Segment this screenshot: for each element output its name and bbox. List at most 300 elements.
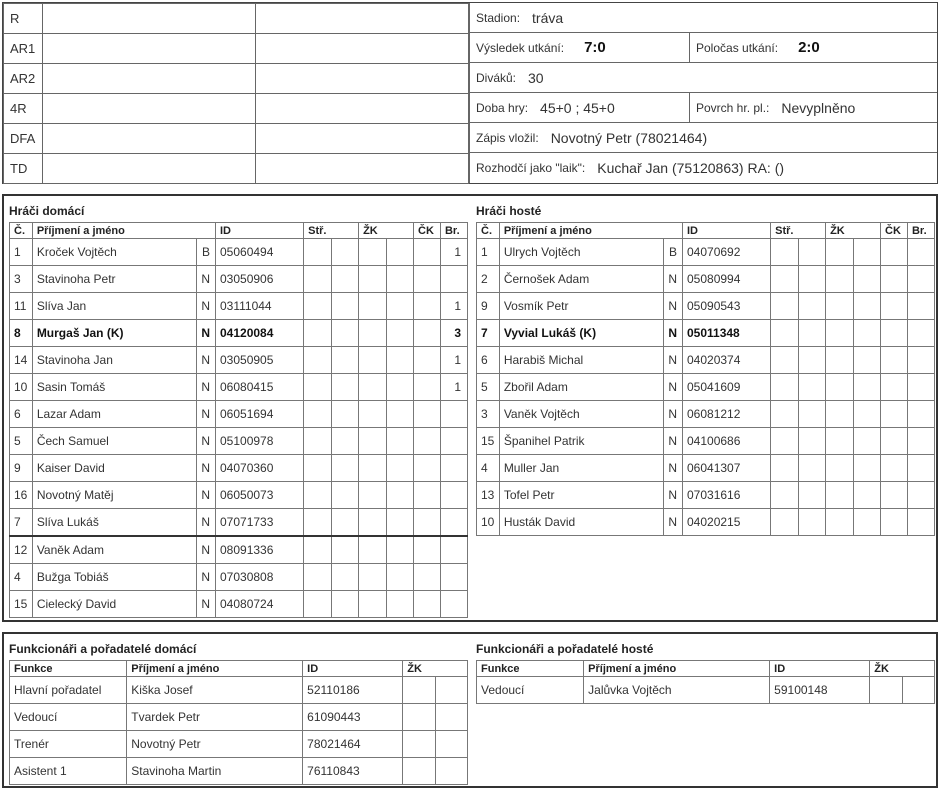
spectators-row: [469, 63, 937, 93]
player-id: 03050906: [216, 266, 304, 293]
player-name: Bužga Tobiáš: [32, 564, 196, 591]
player-id: 07030808: [216, 564, 304, 591]
player-number: 3: [477, 401, 500, 428]
player-event-cell: [881, 455, 908, 482]
referee-name-cell: [43, 64, 256, 94]
player-goals: [907, 347, 934, 374]
player-id: 05100978: [216, 428, 304, 455]
player-event-cell: [881, 374, 908, 401]
official-id: 52110186: [303, 677, 403, 704]
player-event-cell: [359, 293, 387, 320]
referee-row: [4, 34, 469, 64]
player-mark: B: [663, 239, 682, 266]
table-header-row: [477, 223, 935, 239]
player-goals: [440, 401, 467, 428]
stadium-label: Stadion:: [476, 10, 521, 25]
player-goals: [907, 401, 934, 428]
player-event-cell: [854, 482, 881, 509]
halftime-value: 2:0: [798, 39, 820, 56]
official-card-cell: [870, 677, 902, 704]
player-event-cell: [771, 374, 799, 401]
player-event-cell: [881, 428, 908, 455]
player-event-cell: [387, 239, 414, 266]
official-card-cell: [435, 758, 467, 785]
player-event-cell: [387, 266, 414, 293]
player-goals: 1: [440, 239, 467, 266]
player-goals: [907, 239, 934, 266]
player-row: [10, 455, 468, 482]
player-number: 16: [10, 482, 33, 509]
player-event-cell: [414, 428, 441, 455]
players-block: [2, 194, 938, 622]
player-goals: [440, 591, 467, 618]
player-event-cell: [881, 266, 908, 293]
player-goals: [440, 509, 467, 537]
player-event-cell: [304, 374, 332, 401]
player-event-cell: [332, 455, 359, 482]
player-event-cell: [359, 455, 387, 482]
table-header-row: [10, 223, 468, 239]
player-event-cell: [881, 509, 908, 536]
player-id: 04100686: [683, 428, 771, 455]
referee-role: DFA: [4, 124, 43, 154]
player-mark: N: [663, 266, 682, 293]
player-mark: N: [196, 509, 215, 537]
laik-row: [469, 153, 937, 183]
official-function: Vedoucí: [477, 677, 584, 704]
player-number: 7: [10, 509, 33, 537]
player-event-cell: [799, 293, 826, 320]
player-mark: N: [663, 374, 682, 401]
player-id: 04070360: [216, 455, 304, 482]
col-substitution: Stř.: [304, 223, 359, 239]
player-event-cell: [799, 374, 826, 401]
player-event-cell: [304, 320, 332, 347]
result-row: [469, 33, 937, 63]
player-event-cell: [881, 347, 908, 374]
player-mark: N: [663, 320, 682, 347]
player-mark: N: [196, 455, 215, 482]
player-name: Vaněk Vojtěch: [499, 401, 663, 428]
official-name: Tvardek Petr: [127, 704, 303, 731]
player-event-cell: [304, 401, 332, 428]
player-event-cell: [826, 428, 854, 455]
official-row: [477, 677, 935, 704]
player-mark: N: [663, 509, 682, 536]
player-goals: [907, 293, 934, 320]
player-event-cell: [332, 374, 359, 401]
referee-name-cell: [43, 34, 256, 64]
player-event-cell: [332, 320, 359, 347]
player-name: Stavinoha Jan: [32, 347, 196, 374]
player-number: 6: [10, 401, 33, 428]
player-event-cell: [387, 455, 414, 482]
player-mark: N: [196, 293, 215, 320]
player-name: Cielecký David: [32, 591, 196, 618]
player-event-cell: [304, 591, 332, 618]
player-event-cell: [854, 401, 881, 428]
match-details: [469, 3, 937, 183]
duration-value: 45+0 ; 45+0: [540, 99, 615, 116]
official-card-cell: [435, 704, 467, 731]
player-name: Husták David: [499, 509, 663, 536]
player-row: [10, 401, 468, 428]
player-id: 03111044: [216, 293, 304, 320]
player-id: 06081212: [683, 401, 771, 428]
referee-id-cell: [256, 64, 469, 94]
player-event-cell: [771, 320, 799, 347]
player-number: 9: [477, 293, 500, 320]
col-id: ID: [216, 223, 304, 239]
player-id: 03050905: [216, 347, 304, 374]
player-event-cell: [414, 564, 441, 591]
player-number: 1: [10, 239, 33, 266]
player-mark: N: [663, 482, 682, 509]
player-event-cell: [854, 428, 881, 455]
player-row: [10, 239, 468, 266]
player-event-cell: [771, 239, 799, 266]
player-goals: [440, 564, 467, 591]
col-id: ID: [303, 661, 403, 677]
surface-value: Nevyplněno: [781, 99, 856, 116]
player-event-cell: [771, 347, 799, 374]
player-event-cell: [826, 401, 854, 428]
player-event-cell: [332, 536, 359, 564]
player-event-cell: [799, 482, 826, 509]
player-row: [477, 428, 935, 455]
referee-row: [4, 124, 469, 154]
away-players-title: Hráči hosté: [476, 204, 542, 218]
col-goals: Br.: [907, 223, 934, 239]
player-number: 8: [10, 320, 33, 347]
player-event-cell: [854, 374, 881, 401]
player-name: Sasin Tomáš: [32, 374, 196, 401]
stadium-value: tráva: [532, 9, 564, 26]
referee-row: [4, 154, 469, 184]
player-event-cell: [332, 347, 359, 374]
player-row: [10, 482, 468, 509]
player-event-cell: [771, 482, 799, 509]
player-event-cell: [854, 347, 881, 374]
player-event-cell: [332, 564, 359, 591]
player-event-cell: [826, 293, 854, 320]
spectators-label: Diváků:: [476, 70, 517, 85]
official-row: [10, 731, 468, 758]
player-id: 05060494: [216, 239, 304, 266]
referee-id-cell: [256, 124, 469, 154]
player-event-cell: [359, 591, 387, 618]
referees-table: [3, 3, 469, 184]
player-event-cell: [854, 320, 881, 347]
player-number: 11: [10, 293, 33, 320]
player-event-cell: [826, 455, 854, 482]
player-event-cell: [332, 401, 359, 428]
player-row: [10, 293, 468, 320]
player-name: Zbořil Adam: [499, 374, 663, 401]
official-function: Vedoucí: [10, 704, 127, 731]
player-event-cell: [359, 347, 387, 374]
halftime-label: Poločas utkání:: [696, 40, 779, 55]
player-number: 10: [477, 509, 500, 536]
player-goals: [907, 482, 934, 509]
player-event-cell: [414, 239, 441, 266]
player-goals: [440, 482, 467, 509]
official-row: [10, 758, 468, 785]
player-event-cell: [414, 482, 441, 509]
player-goals: [907, 320, 934, 347]
referee-role: TD: [4, 154, 43, 184]
player-id: 04020374: [683, 347, 771, 374]
col-substitution: Stř.: [771, 223, 826, 239]
home-officials-title: Funkcionáři a pořadatelé domácí: [9, 642, 197, 656]
player-event-cell: [826, 509, 854, 536]
player-event-cell: [359, 320, 387, 347]
player-number: 2: [477, 266, 500, 293]
player-event-cell: [387, 374, 414, 401]
player-mark: N: [196, 401, 215, 428]
referee-row: [4, 4, 469, 34]
player-event-cell: [304, 428, 332, 455]
player-number: 15: [10, 591, 33, 618]
player-row: [477, 239, 935, 266]
player-id: 05090543: [683, 293, 771, 320]
col-yellow-card: ŽK: [359, 223, 414, 239]
official-card-cell: [435, 677, 467, 704]
spectators-value: 30: [528, 69, 544, 86]
player-number: 13: [477, 482, 500, 509]
laik-value: Kuchař Jan (75120863) RA: (): [597, 160, 785, 176]
player-row: [10, 536, 468, 564]
player-event-cell: [359, 482, 387, 509]
official-function: Hlavní pořadatel: [10, 677, 127, 704]
col-number: Č.: [10, 223, 33, 239]
recorded-label: Zápis vložil:: [476, 130, 539, 145]
referee-name-cell: [43, 4, 256, 34]
col-red-card: ČK: [414, 223, 441, 239]
player-id: 04080724: [216, 591, 304, 618]
player-number: 4: [10, 564, 33, 591]
official-row: [10, 677, 468, 704]
col-red-card: ČK: [881, 223, 908, 239]
player-event-cell: [304, 536, 332, 564]
col-yellow-card: ŽK: [403, 661, 468, 677]
player-event-cell: [332, 293, 359, 320]
player-event-cell: [304, 347, 332, 374]
col-name: Příjmení a jméno: [127, 661, 303, 677]
player-row: [477, 266, 935, 293]
away-officials-table: [476, 660, 935, 704]
official-card-cell: [403, 731, 435, 758]
player-id: 07071733: [216, 509, 304, 537]
player-row: [477, 320, 935, 347]
player-event-cell: [332, 428, 359, 455]
player-event-cell: [414, 374, 441, 401]
player-event-cell: [387, 428, 414, 455]
official-id: 59100148: [770, 677, 870, 704]
player-event-cell: [387, 536, 414, 564]
player-row: [477, 482, 935, 509]
player-event-cell: [414, 347, 441, 374]
player-id: 04070692: [683, 239, 771, 266]
player-event-cell: [304, 239, 332, 266]
official-name: Novotný Petr: [127, 731, 303, 758]
result-value: 7:0: [584, 39, 606, 56]
player-name: Černošek Adam: [499, 266, 663, 293]
player-id: 06080415: [216, 374, 304, 401]
official-id: 61090443: [303, 704, 403, 731]
player-event-cell: [304, 293, 332, 320]
official-function: Trenér: [10, 731, 127, 758]
player-event-cell: [771, 293, 799, 320]
player-goals: [907, 509, 934, 536]
player-goals: [440, 266, 467, 293]
referee-role: 4R: [4, 94, 43, 124]
player-name: Ulrych Vojtěch: [499, 239, 663, 266]
player-mark: N: [663, 428, 682, 455]
player-row: [477, 455, 935, 482]
player-name: Lazar Adam: [32, 401, 196, 428]
player-id: 06041307: [683, 455, 771, 482]
away-players-table: [476, 222, 935, 536]
player-id: 07031616: [683, 482, 771, 509]
player-mark: N: [196, 428, 215, 455]
player-row: [10, 266, 468, 293]
player-event-cell: [854, 239, 881, 266]
player-number: 9: [10, 455, 33, 482]
player-mark: N: [196, 536, 215, 564]
player-mark: N: [663, 401, 682, 428]
player-id: 05080994: [683, 266, 771, 293]
player-event-cell: [414, 293, 441, 320]
player-event-cell: [359, 401, 387, 428]
player-mark: N: [663, 293, 682, 320]
player-event-cell: [771, 401, 799, 428]
player-event-cell: [387, 401, 414, 428]
player-goals: [907, 428, 934, 455]
player-event-cell: [414, 509, 441, 537]
player-name: Tofel Petr: [499, 482, 663, 509]
recorded-row: [469, 123, 937, 153]
col-function: Funkce: [477, 661, 584, 677]
player-mark: N: [196, 482, 215, 509]
player-row: [10, 428, 468, 455]
referee-row: [4, 94, 469, 124]
official-card-cell: [435, 731, 467, 758]
player-name: Harabiš Michal: [499, 347, 663, 374]
col-yellow-card: ŽK: [870, 661, 935, 677]
player-mark: N: [196, 347, 215, 374]
result-label: Výsledek utkání:: [476, 40, 565, 55]
duration-row: [469, 93, 937, 123]
player-event-cell: [359, 239, 387, 266]
player-id: 06051694: [216, 401, 304, 428]
player-event-cell: [799, 239, 826, 266]
player-event-cell: [387, 509, 414, 537]
away-officials-title: Funkcionáři a pořadatelé hosté: [476, 642, 654, 656]
stadium-row: [469, 3, 937, 33]
player-event-cell: [359, 266, 387, 293]
official-card-cell: [403, 758, 435, 785]
player-goals: [440, 536, 467, 564]
player-number: 15: [477, 428, 500, 455]
official-card-cell: [403, 704, 435, 731]
laik-label: Rozhodčí jako "laik":: [476, 161, 586, 175]
player-event-cell: [854, 455, 881, 482]
player-event-cell: [881, 239, 908, 266]
player-event-cell: [799, 428, 826, 455]
surface-label: Povrch hr. pl.:: [696, 100, 770, 115]
player-event-cell: [387, 482, 414, 509]
player-id: 04120084: [216, 320, 304, 347]
player-id: 05041609: [683, 374, 771, 401]
player-event-cell: [414, 591, 441, 618]
player-event-cell: [799, 455, 826, 482]
official-row: [10, 704, 468, 731]
col-name: Příjmení a jméno: [499, 223, 682, 239]
player-id: 08091336: [216, 536, 304, 564]
player-event-cell: [826, 482, 854, 509]
player-event-cell: [359, 536, 387, 564]
player-event-cell: [332, 509, 359, 537]
referee-name-cell: [43, 124, 256, 154]
player-number: 14: [10, 347, 33, 374]
col-function: Funkce: [10, 661, 127, 677]
player-event-cell: [854, 266, 881, 293]
player-event-cell: [799, 509, 826, 536]
player-event-cell: [881, 482, 908, 509]
player-number: 5: [10, 428, 33, 455]
player-event-cell: [414, 455, 441, 482]
player-row: [477, 509, 935, 536]
player-event-cell: [881, 293, 908, 320]
player-event-cell: [332, 482, 359, 509]
player-number: 10: [10, 374, 33, 401]
player-goals: 1: [440, 347, 467, 374]
player-event-cell: [387, 591, 414, 618]
player-mark: N: [663, 347, 682, 374]
player-event-cell: [826, 239, 854, 266]
player-name: Novotný Matěj: [32, 482, 196, 509]
player-event-cell: [799, 401, 826, 428]
col-name: Příjmení a jméno: [32, 223, 215, 239]
player-row: [10, 564, 468, 591]
player-event-cell: [826, 320, 854, 347]
player-event-cell: [771, 455, 799, 482]
player-name: Vyvial Lukáš (K): [499, 320, 663, 347]
player-goals: 3: [440, 320, 467, 347]
player-goals: 1: [440, 293, 467, 320]
player-event-cell: [359, 428, 387, 455]
player-event-cell: [414, 266, 441, 293]
player-goals: 1: [440, 374, 467, 401]
player-event-cell: [771, 266, 799, 293]
official-function: Asistent 1: [10, 758, 127, 785]
player-id: 05011348: [683, 320, 771, 347]
player-event-cell: [826, 347, 854, 374]
player-event-cell: [881, 320, 908, 347]
player-goals: [907, 455, 934, 482]
player-event-cell: [387, 320, 414, 347]
player-event-cell: [332, 266, 359, 293]
player-row: [10, 374, 468, 401]
player-event-cell: [359, 564, 387, 591]
player-event-cell: [304, 509, 332, 537]
match-info-block: [2, 2, 938, 184]
player-mark: N: [663, 455, 682, 482]
player-event-cell: [771, 428, 799, 455]
player-name: Vaněk Adam: [32, 536, 196, 564]
player-goals: [907, 266, 934, 293]
